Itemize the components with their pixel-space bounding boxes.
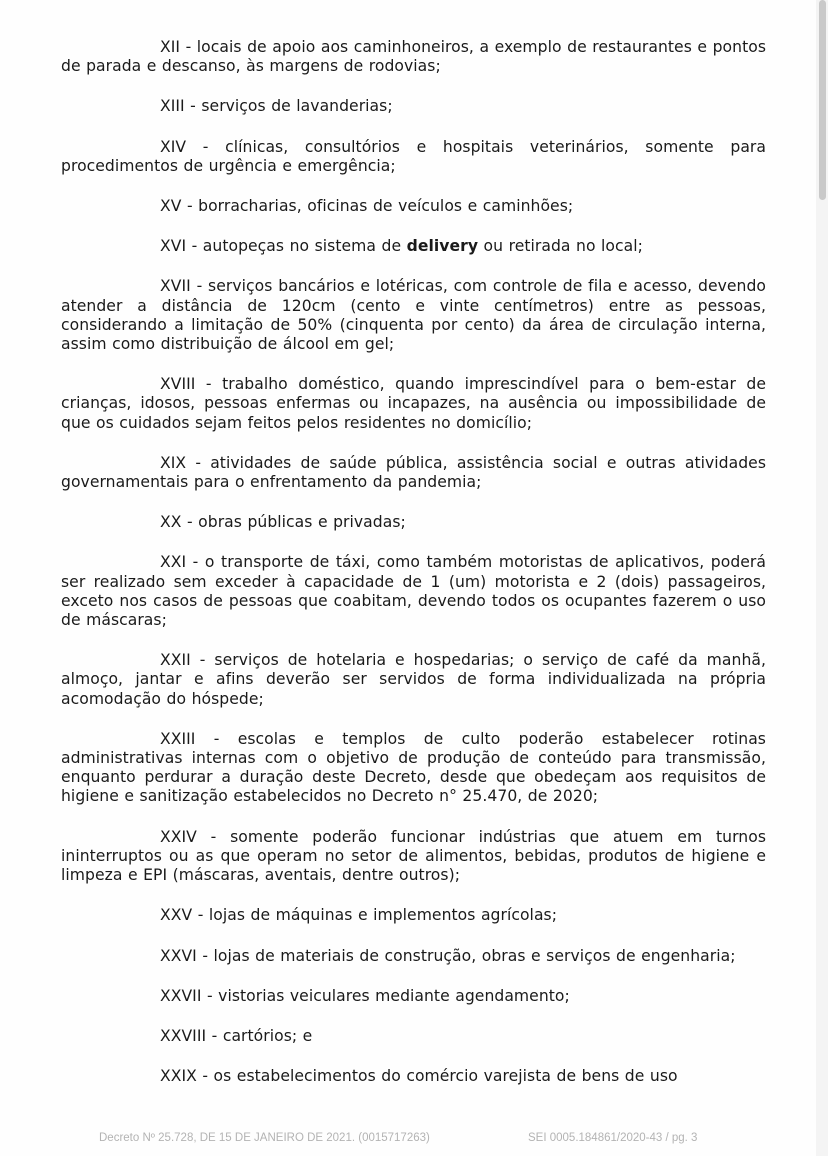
list-item-xxvi: XXVI - lojas de materiais de construção, obras e serviços de engenharia;: [160, 946, 736, 965]
footer-document-reference: Decreto Nº 25.728, DE 15 DE JANEIRO DE 2021. (0015717263): [99, 1132, 430, 1144]
list-item-xiii: XIII - serviços de lavanderias;: [160, 97, 393, 116]
list-item-xv: XV - borracharias, oficinas de veículos e caminhões;: [160, 197, 574, 216]
scrollbar-thumb[interactable]: [819, 0, 826, 200]
list-item-xxiii: XXIII - escolas e templos de culto poderão estabelecer rotinas administrativas internas com o objetivo de produção de conteúdo para transmissão, enquanto perdurar a duração deste Decreto, desde que obedeçam aos requisitos de higiene e sanitização estabelecidos no Decreto n° 25.470, de 2020;: [61, 729, 766, 806]
list-item-xii: XII - locais de apoio aos caminhoneiros, a exemplo de restaurantes e pontos de parada e descanso, às margens de rodovias;: [61, 38, 766, 76]
list-item-xxviii: XXVIII - cartórios; e: [160, 1026, 313, 1045]
list-item-xvii: XVII - serviços bancários e lotéricas, com controle de fila e acesso, devendo atender a distância de 120cm (cento e vinte centímetros) entre as pessoas, considerando a limitação de 50% (cinquenta por cento) da área de circulação interna, assim como distribuição de álcool em gel;: [61, 277, 766, 354]
list-item-xxix: XXIX - os estabelecimentos do comércio varejista de bens de uso: [160, 1067, 678, 1086]
list-item-xxiv: XXIV - somente poderão funcionar indústrias que atuem em turnos ininterruptos ou as que operam no setor de alimentos, bebidas, produtos de higiene e limpeza e EPI (máscaras, aventais, dentre outros);: [61, 827, 766, 885]
list-item-xvi-text-end: ou retirada no local;: [478, 237, 643, 256]
list-item-xxi: XXI - o transporte de táxi, como também motoristas de aplicativos, poderá ser realizado sem exceder à capacidade de 1 (um) motorista e 2 (dois) passageiros, exceto nos casos de pessoas que coabitam, devendo todos os ocupantes fazerem o uso de máscaras;: [61, 553, 766, 630]
list-item-xxvii: XXVII - vistorias veiculares mediante agendamento;: [160, 986, 570, 1005]
footer-page-reference: SEI 0005.184861/2020-43 / pg. 3: [528, 1132, 698, 1144]
vertical-scrollbar[interactable]: [816, 0, 828, 1156]
list-item-xviii: XVIII - trabalho doméstico, quando imprescindível para o bem-estar de crianças, idosos, pessoas enfermas ou incapazes, na ausência ou impossibilidade de que os cuidados sejam feitos pelos residentes no domicílio;: [61, 375, 766, 432]
list-item-xvi: [61, 237, 766, 256]
delivery-emphasis: delivery: [406, 237, 479, 256]
document-body: [61, 38, 766, 1086]
list-item-xxv: XXV - lojas de máquinas e implementos agrícolas;: [160, 906, 558, 925]
list-item-xxii: XXII - serviços de hotelaria e hospedarias; o serviço de café da manhã, almoço, jantar e afins deverão ser servidos de forma individualizada na própria acomodação do hóspede;: [61, 651, 766, 708]
list-item-xx: XX - obras públicas e privadas;: [160, 513, 406, 532]
page-footer: [0, 1132, 828, 1148]
list-item-xiv: XIV - clínicas, consultórios e hospitais veterinários, somente para procedimentos de urgência e emergência;: [61, 137, 766, 175]
list-item-xvi-text-start: XVI - autopeças no sistema de: [160, 237, 407, 256]
list-item-xix: XIX - atividades de saúde pública, assistência social e outras atividades governamentais para o enfrentamento da pandemia;: [61, 453, 766, 492]
